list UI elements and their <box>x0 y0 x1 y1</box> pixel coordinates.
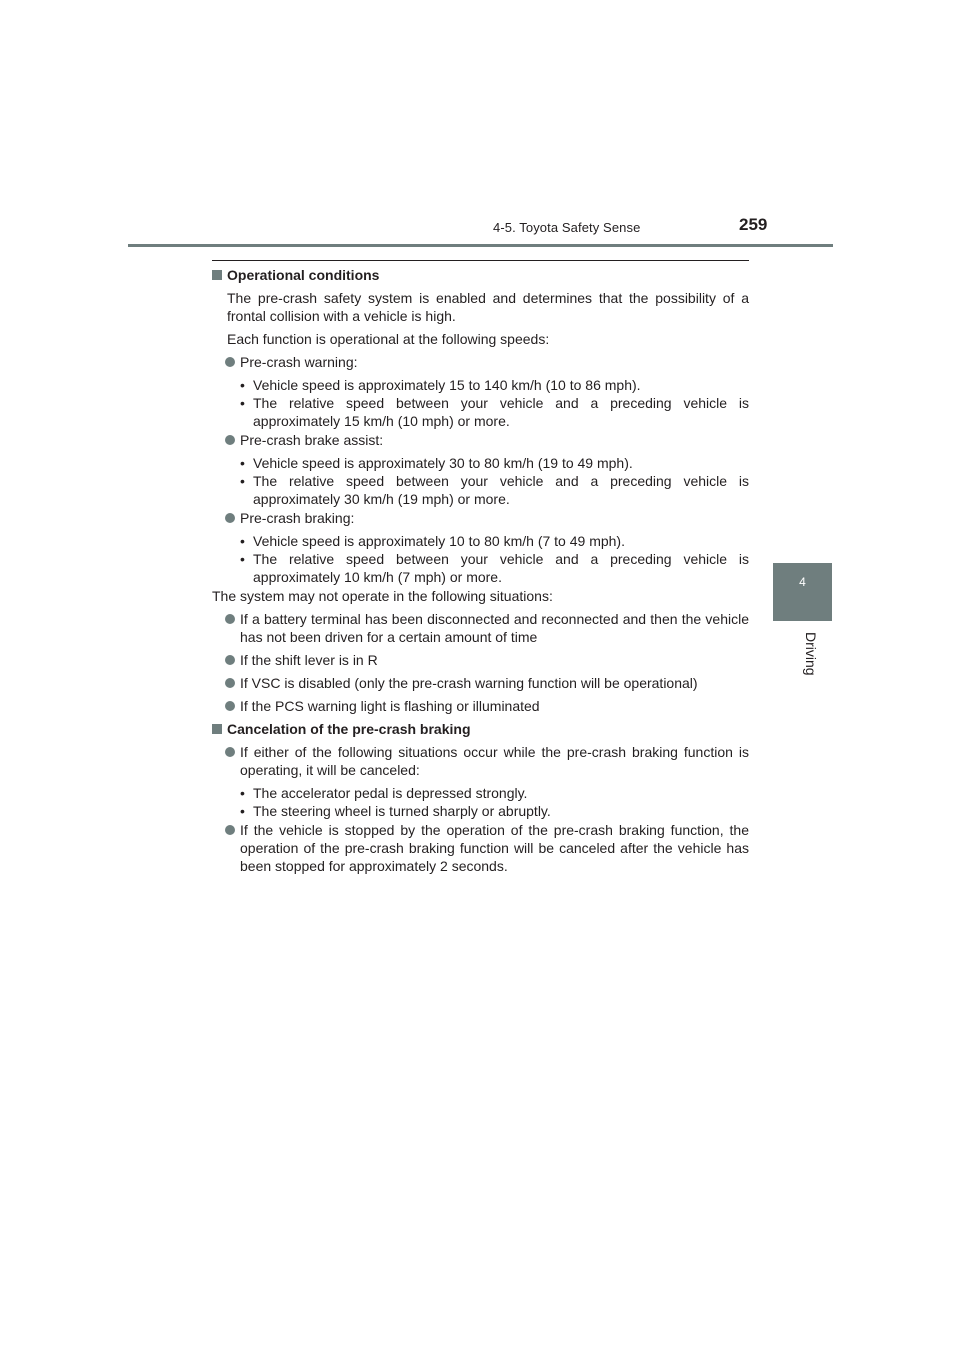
chapter-number: 4 <box>799 575 806 589</box>
list-item: • The relative speed between your vehicle and a preceding vehicle is approximately 15 km/h (10 mph) or more. <box>212 394 749 430</box>
section-divider <box>212 260 749 261</box>
pre-crash-brake-assist-label: Pre-crash brake assist: <box>212 431 749 449</box>
header-divider <box>128 244 833 247</box>
cancelation-item: If either of the following situations occur while the pre-crash braking function is operating, it will be canceled: <box>212 743 749 779</box>
not-operate-intro: The system may not operate in the following situations: <box>212 588 553 604</box>
pre-crash-braking-label: Pre-crash braking: <box>212 509 749 527</box>
pre-crash-braking-list <box>212 532 749 586</box>
page-number: 259 <box>739 215 768 234</box>
pre-crash-brake-assist-list <box>212 454 749 508</box>
list-item: • The accelerator pedal is depressed strongly. <box>212 784 749 802</box>
situation-item: If the shift lever is in R <box>212 651 749 669</box>
chapter-tab <box>773 563 832 621</box>
pre-crash-warning-label: Pre-crash warning: <box>212 353 749 371</box>
list-item: • The steering wheel is turned sharply or abruptly. <box>212 802 749 820</box>
operational-conditions-heading: Operational conditions <box>212 266 749 284</box>
operational-intro: The pre-crash safety system is enabled and determines that the possibility of a frontal collision with a vehicle is high. <box>227 290 749 324</box>
cancelation-item: If the vehicle is stopped by the operation of the pre-crash braking function, the operation of the pre-crash braking function will be canceled after the vehicle has been stopped for approximately 2 seconds. <box>212 821 749 875</box>
cancelation-heading: Cancelation of the pre-crash braking <box>212 720 749 738</box>
speeds-intro: Each function is operational at the following speeds: <box>227 331 550 347</box>
list-item: • Vehicle speed is approximately 10 to 80 km/h (7 to 49 mph). <box>212 532 749 550</box>
cancelation-sub-list <box>212 784 749 820</box>
situation-item: If VSC is disabled (only the pre-crash warning function will be operational) <box>212 674 749 692</box>
situation-item: If the PCS warning light is flashing or illuminated <box>212 697 749 715</box>
list-item: • Vehicle speed is approximately 15 to 140 km/h (10 to 86 mph). <box>212 376 749 394</box>
list-item: • Vehicle speed is approximately 30 to 80 km/h (19 to 49 mph). <box>212 454 749 472</box>
pre-crash-warning-list <box>212 376 749 430</box>
list-item: • The relative speed between your vehicle and a preceding vehicle is approximately 30 km/h (19 mph) or more. <box>212 472 749 508</box>
section-title: 4-5. Toyota Safety Sense <box>493 220 641 235</box>
page-content <box>212 266 749 880</box>
list-item: • The relative speed between your vehicle and a preceding vehicle is approximately 10 km/h (7 mph) or more. <box>212 550 749 586</box>
chapter-label: Driving <box>803 632 819 676</box>
situation-item: If a battery terminal has been disconnected and reconnected and then the vehicle has not been driven for a certain amount of time <box>212 610 749 646</box>
